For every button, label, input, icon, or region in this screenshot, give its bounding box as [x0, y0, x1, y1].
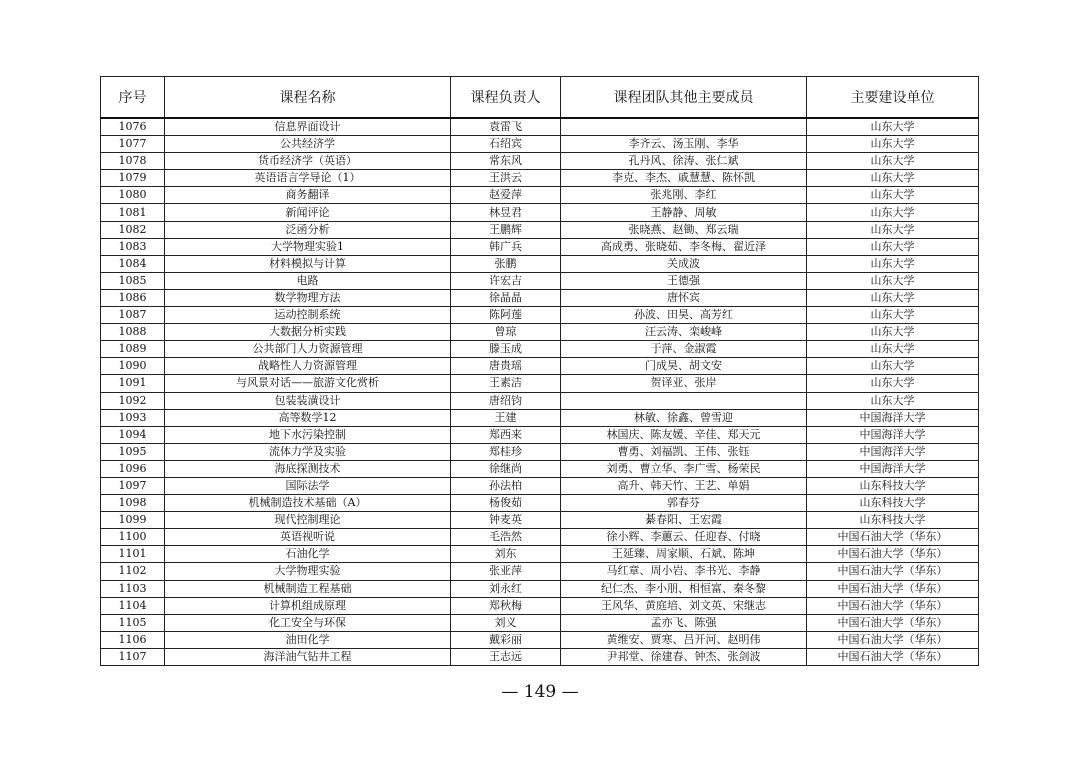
table-row — [101, 118, 979, 136]
cell-course-leader: 戴彩丽 — [451, 631, 561, 648]
cell-course-leader: 徐继尚 — [451, 460, 561, 477]
cell-serial-number: 1099 — [101, 512, 165, 529]
table-row — [101, 495, 979, 512]
cell-serial-number: 1095 — [101, 443, 165, 460]
course-table — [100, 76, 979, 666]
cell-institution: 中国石油大学（华东） — [807, 546, 979, 563]
cell-course-name: 流体力学及实验 — [165, 443, 451, 460]
table-row — [101, 272, 979, 289]
cell-institution: 中国石油大学（华东） — [807, 597, 979, 614]
cell-course-name: 包装装潢设计 — [165, 392, 451, 409]
cell-course-leader: 钟麦英 — [451, 512, 561, 529]
table-row — [101, 221, 979, 238]
cell-team-members: 李克、李杰、戚慧慧、陈怀凯 — [561, 170, 807, 187]
cell-course-leader: 刘义 — [451, 614, 561, 631]
cell-institution: 山东大学 — [807, 341, 979, 358]
cell-course-name: 英语语言学导论（1） — [165, 170, 451, 187]
cell-team-members: 刘勇、曹立华、李广雪、杨荣民 — [561, 460, 807, 477]
cell-course-leader: 陈阿莲 — [451, 307, 561, 324]
cell-serial-number: 1088 — [101, 324, 165, 341]
cell-serial-number: 1087 — [101, 307, 165, 324]
cell-institution: 山东大学 — [807, 187, 979, 204]
cell-serial-number: 1080 — [101, 187, 165, 204]
cell-course-leader: 王素洁 — [451, 375, 561, 392]
table-row — [101, 477, 979, 494]
cell-course-name: 国际法学 — [165, 477, 451, 494]
cell-serial-number: 1076 — [101, 118, 165, 136]
cell-course-name: 石油化学 — [165, 546, 451, 563]
cell-team-members: 孔丹风、徐涛、张仁斌 — [561, 153, 807, 170]
cell-course-name: 电路 — [165, 272, 451, 289]
cell-team-members — [561, 392, 807, 409]
cell-team-members: 高升、韩天竹、王艺、单娟 — [561, 477, 807, 494]
table-row — [101, 307, 979, 324]
cell-institution: 中国石油大学（华东） — [807, 529, 979, 546]
cell-team-members: 林敏、徐鑫、曾雪迎 — [561, 409, 807, 426]
cell-course-leader: 郑桂珍 — [451, 443, 561, 460]
header-course-leader: 课程负责人 — [451, 77, 561, 119]
cell-course-leader: 郑秋梅 — [451, 597, 561, 614]
cell-serial-number: 1083 — [101, 238, 165, 255]
cell-institution: 中国石油大学（华东） — [807, 648, 979, 665]
table-row — [101, 170, 979, 187]
table-row — [101, 648, 979, 665]
cell-course-leader: 王洪云 — [451, 170, 561, 187]
table-row — [101, 204, 979, 221]
cell-serial-number: 1097 — [101, 477, 165, 494]
table-row — [101, 512, 979, 529]
cell-serial-number: 1084 — [101, 255, 165, 272]
cell-team-members: 关成波 — [561, 255, 807, 272]
cell-institution: 山东大学 — [807, 170, 979, 187]
cell-course-leader: 袁雷飞 — [451, 118, 561, 136]
cell-course-name: 战略性人力资源管理 — [165, 358, 451, 375]
table-row — [101, 375, 979, 392]
cell-institution: 山东大学 — [807, 392, 979, 409]
cell-course-name: 货币经济学（英语） — [165, 153, 451, 170]
table-row — [101, 153, 979, 170]
header-course-name: 课程名称 — [165, 77, 451, 119]
table-row — [101, 238, 979, 255]
table-row — [101, 443, 979, 460]
table-row — [101, 289, 979, 306]
cell-course-leader: 王建 — [451, 409, 561, 426]
cell-course-name: 运动控制系统 — [165, 307, 451, 324]
cell-serial-number: 1082 — [101, 221, 165, 238]
table-row — [101, 255, 979, 272]
cell-course-leader: 刘东 — [451, 546, 561, 563]
cell-institution: 山东大学 — [807, 255, 979, 272]
cell-team-members: 王风华、黄庭培、刘文英、宋继志 — [561, 597, 807, 614]
cell-team-members: 郭春芬 — [561, 495, 807, 512]
cell-team-members: 唐怀宾 — [561, 289, 807, 306]
cell-serial-number: 1103 — [101, 580, 165, 597]
cell-course-leader: 石绍宾 — [451, 136, 561, 153]
cell-team-members: 张兆刚、李红 — [561, 187, 807, 204]
cell-course-name: 数学物理方法 — [165, 289, 451, 306]
cell-team-members: 王德强 — [561, 272, 807, 289]
table-row — [101, 187, 979, 204]
cell-institution: 山东大学 — [807, 307, 979, 324]
cell-team-members: 徐小辉、李蕙云、任迎春、付晓 — [561, 529, 807, 546]
cell-serial-number: 1086 — [101, 289, 165, 306]
table-row — [101, 341, 979, 358]
cell-course-name: 油田化学 — [165, 631, 451, 648]
cell-team-members: 曹勇、刘福凯、王伟、张钰 — [561, 443, 807, 460]
cell-team-members: 汪云涛、栾峻峰 — [561, 324, 807, 341]
cell-serial-number: 1100 — [101, 529, 165, 546]
cell-institution: 中国石油大学（华东） — [807, 580, 979, 597]
cell-serial-number: 1107 — [101, 648, 165, 665]
cell-course-name: 海洋油气钻井工程 — [165, 648, 451, 665]
cell-team-members: 王静静、周敏 — [561, 204, 807, 221]
table-header — [101, 77, 979, 119]
cell-institution: 中国海洋大学 — [807, 426, 979, 443]
cell-course-leader: 赵爱萍 — [451, 187, 561, 204]
cell-serial-number: 1077 — [101, 136, 165, 153]
cell-institution: 山东大学 — [807, 204, 979, 221]
cell-course-name: 信息界面设计 — [165, 118, 451, 136]
cell-team-members — [561, 118, 807, 136]
cell-institution: 山东大学 — [807, 238, 979, 255]
cell-institution: 山东大学 — [807, 272, 979, 289]
cell-course-name: 大学物理实验1 — [165, 238, 451, 255]
cell-serial-number: 1102 — [101, 563, 165, 580]
cell-serial-number: 1093 — [101, 409, 165, 426]
header-row — [101, 77, 979, 119]
cell-course-name: 大数据分析实践 — [165, 324, 451, 341]
table-row — [101, 136, 979, 153]
cell-team-members: 门成昊、胡文安 — [561, 358, 807, 375]
cell-course-name: 英语视听说 — [165, 529, 451, 546]
cell-course-name: 机械制造技术基础（A） — [165, 495, 451, 512]
table-row — [101, 392, 979, 409]
cell-course-leader: 徐晶晶 — [451, 289, 561, 306]
cell-course-name: 地下水污染控制 — [165, 426, 451, 443]
cell-institution: 中国石油大学（华东） — [807, 563, 979, 580]
cell-course-leader: 常东风 — [451, 153, 561, 170]
cell-team-members: 王延臻、周家顺、石斌、陈坤 — [561, 546, 807, 563]
page-number: — 149 — — [501, 682, 579, 702]
cell-institution: 中国石油大学（华东） — [807, 631, 979, 648]
table-row — [101, 426, 979, 443]
cell-serial-number: 1098 — [101, 495, 165, 512]
cell-serial-number: 1096 — [101, 460, 165, 477]
cell-course-leader: 曾琼 — [451, 324, 561, 341]
table-row — [101, 546, 979, 563]
table-row — [101, 358, 979, 375]
cell-institution: 中国海洋大学 — [807, 460, 979, 477]
cell-course-leader: 毛浩然 — [451, 529, 561, 546]
table-row — [101, 580, 979, 597]
cell-course-name: 泛函分析 — [165, 221, 451, 238]
cell-course-leader: 滕玉成 — [451, 341, 561, 358]
cell-institution: 中国海洋大学 — [807, 409, 979, 426]
cell-team-members: 綦春阳、王宏霞 — [561, 512, 807, 529]
cell-team-members: 孙波、田昊、高芳红 — [561, 307, 807, 324]
cell-course-leader: 唐绍钧 — [451, 392, 561, 409]
cell-course-name: 机械制造工程基础 — [165, 580, 451, 597]
cell-institution: 山东大学 — [807, 153, 979, 170]
cell-course-leader: 张亚萍 — [451, 563, 561, 580]
cell-course-name: 新闻评论 — [165, 204, 451, 221]
table-row — [101, 563, 979, 580]
table-row — [101, 631, 979, 648]
cell-institution: 山东科技大学 — [807, 495, 979, 512]
cell-serial-number: 1101 — [101, 546, 165, 563]
cell-course-name: 现代控制理论 — [165, 512, 451, 529]
cell-course-leader: 刘永红 — [451, 580, 561, 597]
table-row — [101, 409, 979, 426]
cell-institution: 山东大学 — [807, 289, 979, 306]
cell-serial-number: 1091 — [101, 375, 165, 392]
table-row — [101, 597, 979, 614]
cell-team-members: 贺译亚、张岸 — [561, 375, 807, 392]
cell-course-name: 高等数学12 — [165, 409, 451, 426]
cell-institution: 中国海洋大学 — [807, 443, 979, 460]
cell-course-leader: 王鹏辉 — [451, 221, 561, 238]
cell-team-members: 尹邦堂、徐建春、钟杰、张剑波 — [561, 648, 807, 665]
cell-course-name: 大学物理实验 — [165, 563, 451, 580]
cell-course-name: 公共经济学 — [165, 136, 451, 153]
cell-institution: 山东大学 — [807, 358, 979, 375]
cell-serial-number: 1078 — [101, 153, 165, 170]
cell-team-members: 张晓燕、赵锄、郑云瑞 — [561, 221, 807, 238]
table-body — [101, 118, 979, 666]
cell-team-members: 马红章、周小岩、李书光、李静 — [561, 563, 807, 580]
cell-serial-number: 1081 — [101, 204, 165, 221]
cell-course-name: 商务翻译 — [165, 187, 451, 204]
cell-course-name: 与风景对话——旅游文化赏析 — [165, 375, 451, 392]
cell-serial-number: 1106 — [101, 631, 165, 648]
cell-institution: 山东科技大学 — [807, 477, 979, 494]
cell-serial-number: 1105 — [101, 614, 165, 631]
cell-course-name: 材料模拟与计算 — [165, 255, 451, 272]
cell-institution: 山东大学 — [807, 136, 979, 153]
cell-course-leader: 张鹏 — [451, 255, 561, 272]
cell-course-leader: 杨俊茹 — [451, 495, 561, 512]
cell-team-members: 于萍、金淑霞 — [561, 341, 807, 358]
table-row — [101, 460, 979, 477]
header-institution: 主要建设单位 — [807, 77, 979, 119]
cell-course-leader: 郑西来 — [451, 426, 561, 443]
cell-serial-number: 1104 — [101, 597, 165, 614]
cell-course-leader: 王志远 — [451, 648, 561, 665]
cell-institution: 山东大学 — [807, 221, 979, 238]
cell-course-leader: 许宏吉 — [451, 272, 561, 289]
cell-institution: 山东科技大学 — [807, 512, 979, 529]
cell-course-leader: 孙法柏 — [451, 477, 561, 494]
cell-institution: 山东大学 — [807, 118, 979, 136]
cell-team-members: 孟亦飞、陈强 — [561, 614, 807, 631]
cell-course-name: 公共部门人力资源管理 — [165, 341, 451, 358]
cell-course-name: 计算机组成原理 — [165, 597, 451, 614]
cell-team-members: 黄维安、贾寒、吕开河、赵明伟 — [561, 631, 807, 648]
cell-institution: 山东大学 — [807, 324, 979, 341]
table-row — [101, 614, 979, 631]
cell-serial-number: 1085 — [101, 272, 165, 289]
cell-serial-number: 1090 — [101, 358, 165, 375]
cell-course-leader: 林昱君 — [451, 204, 561, 221]
header-serial-number: 序号 — [101, 77, 165, 119]
table-row — [101, 324, 979, 341]
cell-team-members: 李齐云、汤玉刚、李华 — [561, 136, 807, 153]
cell-institution: 山东大学 — [807, 375, 979, 392]
cell-course-leader: 韩广兵 — [451, 238, 561, 255]
cell-team-members: 纪仁杰、李小朋、相恒富、秦冬黎 — [561, 580, 807, 597]
cell-team-members: 高成勇、张晓茹、李冬梅、翟近泽 — [561, 238, 807, 255]
cell-course-name: 化工安全与环保 — [165, 614, 451, 631]
cell-institution: 中国石油大学（华东） — [807, 614, 979, 631]
cell-course-leader: 唐贵瑶 — [451, 358, 561, 375]
cell-course-name: 海底探测技术 — [165, 460, 451, 477]
cell-team-members: 林国庆、陈友媛、辛佳、郑天元 — [561, 426, 807, 443]
cell-serial-number: 1092 — [101, 392, 165, 409]
cell-serial-number: 1079 — [101, 170, 165, 187]
header-team-members: 课程团队其他主要成员 — [561, 77, 807, 119]
cell-serial-number: 1094 — [101, 426, 165, 443]
cell-serial-number: 1089 — [101, 341, 165, 358]
table-row — [101, 529, 979, 546]
